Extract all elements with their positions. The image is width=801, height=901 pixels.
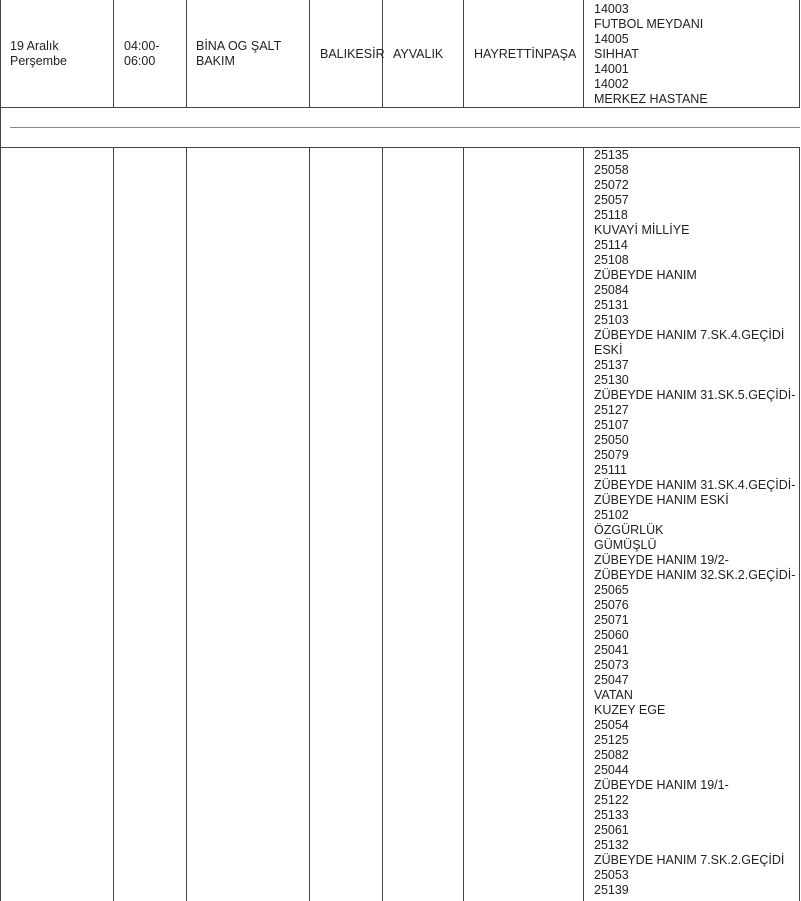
street-item: 25050 xyxy=(594,433,629,447)
street-item: ZÜBEYDE HANIM 7.SK.4.GEÇİDİ xyxy=(594,328,785,342)
street-item: 25084 xyxy=(594,283,629,297)
street-item: 25072 xyxy=(594,178,629,192)
street-item: 25118 xyxy=(594,208,628,222)
street-item: ZÜBEYDE HANIM 31.SK.4.GEÇİDİ- xyxy=(594,478,796,492)
col-divider xyxy=(113,0,114,108)
street-item: ZÜBEYDE HANIM 31.SK.5.GEÇİDİ- xyxy=(594,388,796,402)
col-divider xyxy=(113,148,114,901)
table-border-right-bottom xyxy=(799,148,800,901)
street-item: ZÜBEYDE HANIM 19/2- xyxy=(594,553,729,567)
street-item: 25135 xyxy=(594,148,629,162)
date-cell: 19 Aralık Perşembe xyxy=(10,39,67,68)
street-item: 25132 xyxy=(594,838,629,852)
street-item: 25054 xyxy=(594,718,629,732)
street-item: KUVAYİ MİLLİYE xyxy=(594,223,690,237)
street-item: 25127 xyxy=(594,403,629,417)
street-item: ZÜBEYDE HANIM 7.SK.2.GEÇİDİ xyxy=(594,853,785,867)
street-item: ÖZGÜRLÜK xyxy=(594,523,664,537)
street-item: 25079 xyxy=(594,448,629,462)
street-item: 14003 xyxy=(594,2,629,16)
street-item: 25060 xyxy=(594,628,629,642)
street-item: 25139 xyxy=(594,883,629,897)
street-item: 25053 xyxy=(594,868,629,882)
street-item: 14005 xyxy=(594,32,629,46)
street-list-row1 xyxy=(594,2,708,107)
street-item: 25122 xyxy=(594,793,629,807)
street-item: 25108 xyxy=(594,253,629,267)
col-divider xyxy=(463,148,464,901)
neighborhood-cell: HAYRETTİNPAŞA xyxy=(474,47,577,61)
street-item: 25114 xyxy=(594,238,628,252)
street-item: ZÜBEYDE HANIM 32.SK.2.GEÇİDİ- xyxy=(594,568,796,582)
street-item: 25131 xyxy=(594,298,629,312)
street-item: ZÜBEYDE HANIM xyxy=(594,268,697,282)
street-item: FUTBOL MEYDANI xyxy=(594,17,704,31)
street-item: 14002 xyxy=(594,77,629,91)
street-item: SIHHAT xyxy=(594,47,639,61)
col-divider xyxy=(583,148,584,901)
street-item: 25058 xyxy=(594,163,629,177)
city-cell: BALIKESİR xyxy=(320,47,385,61)
time-cell: 04:00-06:00 xyxy=(124,39,160,68)
street-item: 25073 xyxy=(594,658,629,672)
col-divider xyxy=(186,0,187,108)
street-item: 25071 xyxy=(594,613,629,627)
street-item: 25102 xyxy=(594,508,629,522)
spacer-rule xyxy=(10,127,800,128)
street-item: 25125 xyxy=(594,733,629,747)
street-list-row2 xyxy=(594,148,795,898)
street-item: MERKEZ HASTANE xyxy=(594,92,708,106)
street-item: 25133 xyxy=(594,808,629,822)
col-divider xyxy=(583,0,584,108)
street-item: ESKİ xyxy=(594,343,623,357)
spacer-border xyxy=(0,108,1,148)
street-item: 25041 xyxy=(594,643,629,657)
street-item: ZÜBEYDE HANIM 19/1- xyxy=(594,778,729,792)
street-item: 25076 xyxy=(594,598,629,612)
street-item: KUZEY EGE xyxy=(594,703,666,717)
col-divider xyxy=(382,148,383,901)
row-divider xyxy=(0,107,800,108)
outage-type-cell: BİNA OG ŞALT BAKIM xyxy=(196,39,281,68)
street-item: 25107 xyxy=(594,418,629,432)
col-divider xyxy=(186,148,187,901)
table-border-right-top xyxy=(799,0,800,108)
street-item: 25065 xyxy=(594,583,629,597)
col-divider xyxy=(463,0,464,108)
street-item: 25061 xyxy=(594,823,629,837)
street-item: 25057 xyxy=(594,193,629,207)
col-divider xyxy=(309,0,310,108)
street-item: 25137 xyxy=(594,358,629,372)
street-item: ZÜBEYDE HANIM ESKİ xyxy=(594,493,729,507)
street-item: 25082 xyxy=(594,748,629,762)
district-cell: AYVALIK xyxy=(393,47,444,61)
street-item: GÜMÜŞLÜ xyxy=(594,538,657,552)
street-item: 25047 xyxy=(594,673,629,687)
street-item: 14001 xyxy=(594,62,629,76)
street-item: 25044 xyxy=(594,763,629,777)
street-item: VATAN xyxy=(594,688,633,702)
col-divider xyxy=(309,148,310,901)
street-item: 25103 xyxy=(594,313,629,327)
street-item: 25111 xyxy=(594,463,627,477)
street-item: 25130 xyxy=(594,373,629,387)
